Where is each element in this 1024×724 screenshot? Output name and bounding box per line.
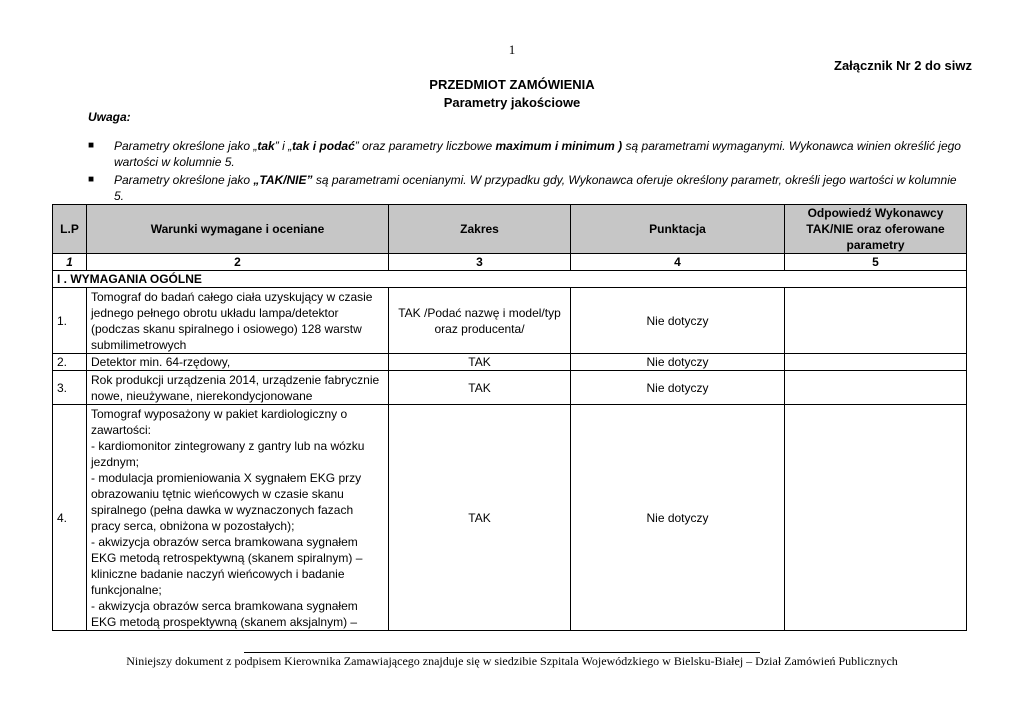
row-lp: 4. (53, 405, 87, 631)
notes-list (88, 138, 968, 206)
title-line-1: PRZEDMIOT ZAMÓWIENIA (429, 77, 595, 92)
row-zakres: TAK (389, 354, 571, 371)
column-number: 5 (785, 254, 967, 271)
note-bold: tak i podać (292, 139, 355, 153)
row-punktacja: Nie dotyczy (571, 354, 785, 371)
row-zakres: TAK /Podać nazwę i model/typ oraz producenta/ (389, 288, 571, 354)
table-row (53, 405, 967, 631)
note-text: Parametry określone jako „ (114, 139, 258, 153)
header-warunki: Warunki wymagane i oceniane (87, 205, 389, 254)
row-zakres: TAK (389, 405, 571, 631)
note-item (88, 138, 968, 170)
table-row (53, 288, 967, 354)
column-number: 3 (389, 254, 571, 271)
note-text: są parametrami wymaganymi. Wykonawca winien określić jego wartości w kolumnie 5. (114, 139, 961, 169)
row-desc: Tomograf do badań całego ciała uzyskujący w czasie jednego pełnego obrotu układu lampa/detektor (podczas skanu spiralnego i osiowego) 128 warstw submilimetrowych (87, 288, 389, 354)
table-row (53, 354, 967, 371)
footer-text: Niniejszy dokument z podpisem Kierownika Zamawiającego znajduje się w siedzibie Szpitala Wojewódzkiego w Bielsku-Białej – Dział Zamówień Publicznych (126, 654, 898, 668)
column-number: 4 (571, 254, 785, 271)
row-desc: Rok produkcji urządzenia 2014, urządzenie fabrycznie nowe, nieużywane, nierekondycjonowane (87, 371, 389, 405)
header-zakres: Zakres (389, 205, 571, 254)
note-text: Parametry określone jako (114, 173, 254, 187)
row-odpowiedz (785, 288, 967, 354)
note-text: są parametrami ocenianymi. W przypadku gdy, Wykonawca oferuje określony parametr, określi jego wartości w kolumnie 5. (114, 173, 957, 203)
row-lp: 2. (53, 354, 87, 371)
page-title (0, 76, 1024, 112)
column-number: 1 (53, 254, 87, 271)
row-odpowiedz (785, 354, 967, 371)
section-row (53, 271, 967, 288)
note-bold: maximum i minimum ) (495, 139, 623, 153)
row-desc: Detektor min. 64-rzędowy, (87, 354, 389, 371)
note-text: ” oraz parametry liczbowe (354, 139, 496, 153)
row-punktacja: Nie dotyczy (571, 288, 785, 354)
table-header-row (53, 205, 967, 254)
requirements-table (52, 204, 967, 631)
header-punktacja: Punktacja (571, 205, 785, 254)
table-row (53, 371, 967, 405)
note-bold: tak (257, 139, 275, 153)
row-lp: 1. (53, 288, 87, 354)
attachment-label: Załącznik Nr 2 do siwz (834, 58, 972, 73)
column-number-row (53, 254, 967, 271)
note-item (88, 172, 968, 204)
row-zakres: TAK (389, 371, 571, 405)
section-title: I . WYMAGANIA OGÓLNE (53, 271, 967, 288)
row-punktacja: Nie dotyczy (571, 371, 785, 405)
note-bold: „TAK/NIE” (253, 173, 313, 187)
row-odpowiedz (785, 371, 967, 405)
row-lp: 3. (53, 371, 87, 405)
note-text: ” i „ (274, 139, 293, 153)
note-heading: Uwaga: (88, 110, 131, 124)
header-odpowiedz: Odpowiedź Wykonawcy TAK/NIE oraz oferowane parametry (785, 205, 967, 254)
footer-divider (244, 652, 760, 653)
header-lp: L.P (53, 205, 87, 254)
row-desc: Tomograf wyposażony w pakiet kardiologiczny o zawartości: - kardiomonitor zintegrowany z gantry lub na wózku jezdnym; - modulacja promieniowania X sygnałem EKG przy obrazowaniu tętnic wieńcowych w czasie skanu spiralnego (pełna dawka w wyznaczonych fazach pracy serca, obniżona w pozostałych); - akwizycja obrazów serca bramkowana sygnałem EKG metodą retrospektywną (skanem spiralnym) – kliniczne badanie naczyń wieńcowych i badanie funkcjonalne; - akwizycja obrazów serca bramkowana sygnałem EKG metodą prospektywną (skanem aksjalnym) – (87, 405, 389, 631)
page-number: 1 (508, 42, 516, 57)
column-number: 2 (87, 254, 389, 271)
row-punktacja: Nie dotyczy (571, 405, 785, 631)
row-odpowiedz (785, 405, 967, 631)
title-line-2: Parametry jakościowe (443, 95, 581, 110)
square-bullet-icon: ■ (88, 174, 95, 185)
square-bullet-icon: ■ (88, 140, 95, 151)
